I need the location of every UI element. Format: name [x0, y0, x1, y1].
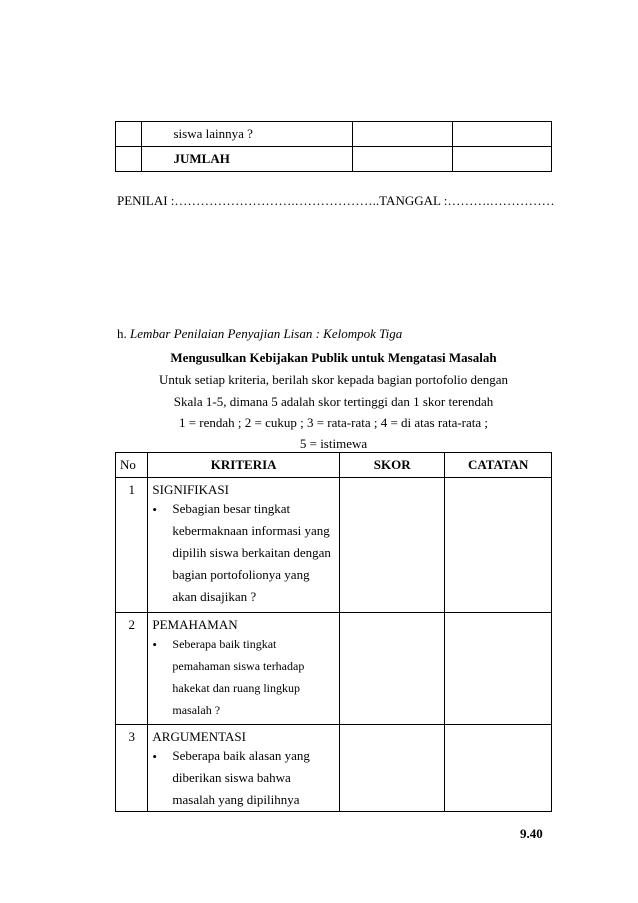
description-line: masalah ?: [172, 703, 221, 717]
penilai-line: PENILAI :……………………….………………..TANGGAL :……….……………: [117, 193, 555, 208]
skor-cell: [339, 725, 444, 812]
description-line: pemahaman siswa terhadap: [172, 659, 305, 673]
description-line: dipilih siswa berkaitan dengan: [172, 545, 331, 560]
criteria-description: [172, 633, 304, 721]
catatan-cell: [445, 613, 552, 725]
criteria-title: ARGUMENTASI: [152, 729, 246, 744]
description-line: Seberapa baik alasan yang: [172, 748, 310, 763]
row-text: siswa lainnya ?: [173, 126, 253, 141]
description-line: bagian portofolionya yang: [172, 567, 310, 582]
page-number: 9.40: [520, 826, 543, 841]
description-line: diberikan siswa bahwa: [172, 770, 291, 785]
table-row: [116, 478, 552, 613]
section-label: [117, 326, 402, 342]
section-title: Mengusulkan Kebijakan Publik untuk Mengatasi Masalah: [170, 350, 497, 365]
instruction-line-2: Skala 1-5, dimana 5 adalah skor tertinggi dan 1 skor terendah: [173, 394, 494, 409]
header-no: No: [116, 453, 148, 478]
bullet-icon: •: [152, 637, 157, 652]
table-cell: [353, 147, 452, 172]
criteria-title: SIGNIFIKASI: [152, 482, 229, 497]
criteria-bullet: [148, 745, 339, 811]
criteria-description: [172, 498, 331, 608]
description-line: Seberapa baik tingkat: [172, 637, 277, 651]
table-row: [116, 147, 552, 172]
header-kriteria: KRITERIA: [148, 453, 340, 478]
description-line: hakekat dan ruang lingkup: [172, 681, 301, 695]
header-skor: SKOR: [339, 453, 444, 478]
row-number: 1: [116, 478, 148, 613]
description-line: akan disajikan ?: [172, 589, 257, 604]
criteria-cell: [148, 613, 340, 725]
table-cell: [116, 122, 142, 147]
criteria-title: PEMAHAMAN: [152, 617, 238, 632]
total-label: JUMLAH: [173, 151, 230, 166]
section-prefix: h.: [117, 326, 127, 341]
bullet-icon: •: [152, 502, 157, 517]
row-number: 3: [116, 725, 148, 812]
criteria-description: [172, 745, 310, 811]
table-cell: [142, 147, 353, 172]
criteria-cell: [148, 478, 340, 613]
table-row: [116, 725, 552, 812]
table-cell: [353, 122, 452, 147]
instruction-line-3: 1 = rendah ; 2 = cukup ; 3 = rata-rata ; 4 = di atas rata-rata ;: [178, 415, 489, 430]
criteria-bullet: [148, 498, 339, 608]
description-line: masalah yang dipilihnya: [172, 792, 300, 807]
table-cell: [452, 122, 551, 147]
instruction-line-4: 5 = istimewa: [299, 436, 368, 451]
criteria-bullet: [148, 633, 339, 721]
description-line: Sebagian besar tingkat: [172, 501, 291, 516]
skor-cell: [339, 613, 444, 725]
table-row: [116, 613, 552, 725]
criteria-cell: [148, 725, 340, 812]
description-line: kebermaknaan informasi yang: [172, 523, 330, 538]
header-catatan: CATATAN: [445, 453, 552, 478]
catatan-cell: [445, 725, 552, 812]
instruction-line-1: Untuk setiap kriteria, berilah skor kepada bagian portofolio dengan: [158, 372, 509, 387]
bullet-icon: •: [152, 749, 157, 764]
table-cell: [116, 147, 142, 172]
top-table: [115, 121, 552, 172]
table-row: [116, 122, 552, 147]
criteria-table: [115, 452, 552, 812]
row-number: 2: [116, 613, 148, 725]
skor-cell: [339, 478, 444, 613]
catatan-cell: [445, 478, 552, 613]
table-cell: [452, 147, 551, 172]
section-label-italic: Lembar Penilaian Penyajian Lisan : Kelompok Tiga: [130, 326, 403, 341]
table-header-row: [116, 453, 552, 478]
table-cell: [142, 122, 353, 147]
